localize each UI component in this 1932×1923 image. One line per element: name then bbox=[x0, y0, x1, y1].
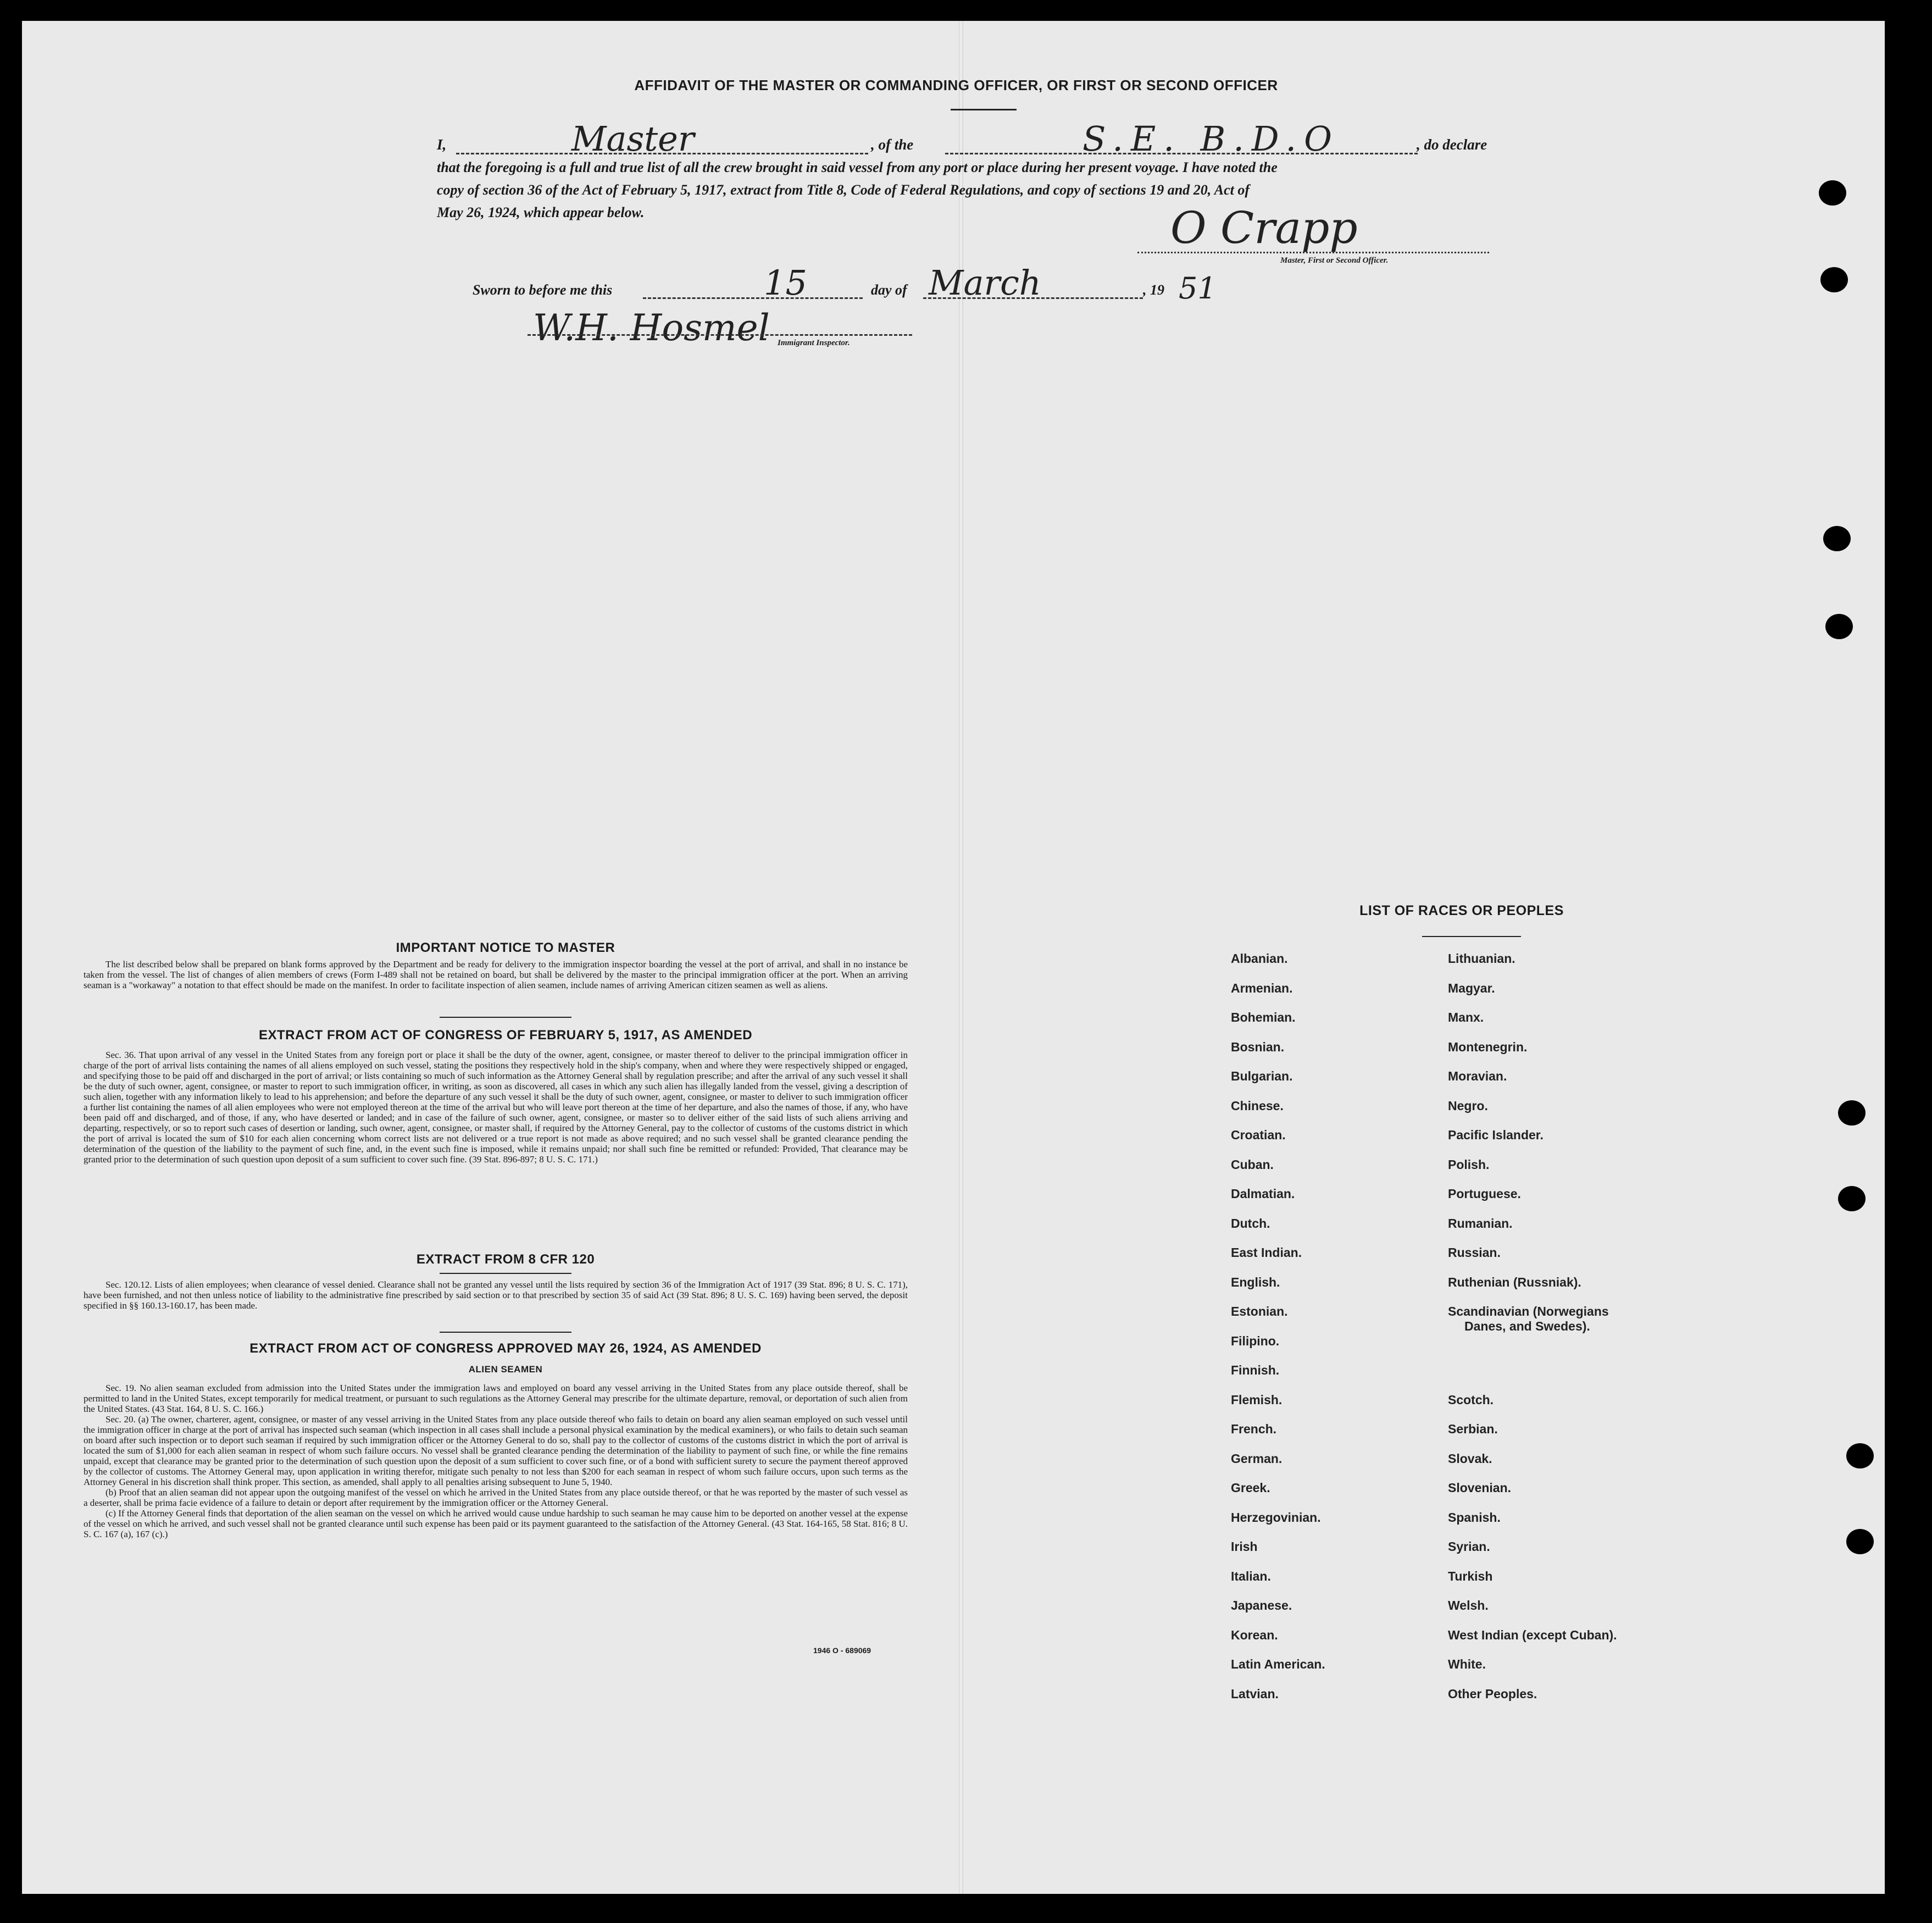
extract-1917-title: EXTRACT FROM ACT OF CONGRESS OF FEBRUARY 5, 1917, AS AMENDED bbox=[258, 1028, 753, 1043]
affidavit-body-line2: that the foregoing is a full and true list of all the crew brought in said vessel from any port or place during her present voyage. I have noted the bbox=[437, 159, 1278, 175]
race-item: West Indian (except Cuban). bbox=[1448, 1627, 1617, 1642]
race-item: Dutch. bbox=[1231, 1216, 1270, 1231]
race-item: Croatian. bbox=[1231, 1128, 1286, 1142]
extract-1924-sec20a: Sec. 20. (a) The owner, charterer, agent, consignee, or master of any vessel arriving in the United States from any place outside thereof who fails to detain on board any alien seaman employed on such vessel until the immigration officer in charge at the port of arrival has inspected such seaman (which inspection in all cases shall include a personal physical examination by the medical examiners), or who fails to detain such seaman on board after such inspection or to deport such seaman if required by such immigration officer or the Attorney General to do so, shall pay to the collector of customs of the customs district in which the port of arrival is located the sum of $1,000 for each alien seaman in respect of whom such failure occurs. No vessel shall be granted clearance pending the determination of the liability to payment of such fine, or while the fine remains unpaid, except that clearance may be granted prior to the determination of such question upon the deposit of a sum sufficient to cover such fine, or of a bond with sufficient surety to secure the payment thereof approved by the collector of customs. The Attorney General may, upon application in writing therefor, mitigate such penalty to not less than $200 for each seaman in respect of whom such failure occurs, upon such terms as the Attorney General in his discretion shall think proper. This section, as amended, shall apply to all penalties arising subsequent to June 5, 1940. bbox=[84, 1414, 908, 1487]
master-caption: Master, First or Second Officer. bbox=[1280, 256, 1389, 265]
extract-cfr-text: Sec. 120.12. Lists of alien employees; when clearance of vessel denied. Clearance shall not be granted any vessel until the lists required by section 36 of the Immigration Act of 1917 (39 Stat. 896; 8 U. S. C. 171), have been furnished, and not then unless notice of liability to the administrative fine prescribed by said section or to that prescribed by section 35 of said Act (39 Stat. 896; 8 U. S. C. 169) having been served, the deposit specified in §§ 160.13-160.17, has been made. bbox=[84, 1279, 908, 1311]
punch-hole bbox=[1823, 526, 1851, 551]
race-item: Turkish bbox=[1448, 1569, 1493, 1583]
race-item: Armenian. bbox=[1231, 980, 1293, 995]
inspector-signature-line bbox=[528, 334, 912, 336]
extract-1924-sec20c: (c) If the Attorney General finds that deportation of the alien seaman on the vessel on which he arrived would cause undue hardship to such seaman he may cause him to be deported on another vessel at the expense of the vessel on which he arrived, and such vessel shall not be granted clearance until such expense has been paid or its payment guaranteed to the satisfaction of the Attorney General. (43 Stat. 164-165, 58 Stat. 816; 8 U. S. C. 167 (a), 167 (c).) bbox=[84, 1508, 908, 1539]
affidavit-body-line4: May 26, 1924, which appear below. bbox=[437, 204, 645, 220]
year-handwriting: 51 bbox=[1179, 271, 1217, 306]
race-item: Latin American. bbox=[1231, 1657, 1325, 1671]
races-rule bbox=[1422, 936, 1521, 937]
race-item: Portuguese. bbox=[1448, 1187, 1521, 1201]
race-item: Scandinavian (Norwegians bbox=[1448, 1304, 1609, 1318]
race-item: Irish bbox=[1231, 1539, 1258, 1554]
race-item: Chinese. bbox=[1231, 1098, 1284, 1113]
sworn-label: Sworn to before me this bbox=[473, 282, 613, 298]
race-item: Lithuanian. bbox=[1448, 951, 1515, 966]
document-page bbox=[22, 21, 1885, 1894]
race-item: French. bbox=[1231, 1422, 1277, 1436]
race-item: Montenegrin. bbox=[1448, 1039, 1528, 1054]
affidavit-i-label: I, bbox=[437, 136, 447, 153]
race-item: German. bbox=[1231, 1451, 1283, 1466]
race-item: White. bbox=[1448, 1657, 1486, 1671]
race-item: East Indian. bbox=[1231, 1245, 1302, 1260]
race-item: Japanese. bbox=[1231, 1598, 1292, 1612]
race-item: Manx. bbox=[1448, 1010, 1484, 1024]
vessel-handwriting: S.E. B.D.O bbox=[1082, 119, 1340, 159]
race-item: Rumanian. bbox=[1448, 1216, 1513, 1231]
print-code: 1946 O - 689069 bbox=[813, 1646, 871, 1655]
punch-hole bbox=[1838, 1100, 1866, 1126]
race-item: Spanish. bbox=[1448, 1510, 1501, 1525]
punch-hole bbox=[1846, 1529, 1874, 1554]
race-item: Dalmatian. bbox=[1231, 1187, 1295, 1201]
race-item: Flemish. bbox=[1231, 1392, 1283, 1407]
notice-text: The list described below shall be prepared on blank forms approved by the Department and be ready for delivery to the immigration inspector boarding the vessel at the port of arrival, and shall in no instance be taken from the vessel. The list of changes of alien members of crews (Form I-489 shall not be retained on board, but shall be delivered by the master to the principal immigration officer at the port. When an arriving seaman is a "workaway" a notation to that effect should be made on the manifest. In order to facilitate inspection of alien seamen, include names of arriving American citizen seamen as well as aliens. bbox=[84, 959, 908, 990]
race-item: Negro. bbox=[1448, 1098, 1488, 1113]
do-declare-label: , do declare bbox=[1417, 136, 1487, 153]
race-item: Syrian. bbox=[1448, 1539, 1490, 1554]
race-item: Scotch. bbox=[1448, 1392, 1494, 1407]
race-item: Danes, and Swedes). bbox=[1464, 1318, 1590, 1333]
race-item: Slovak. bbox=[1448, 1451, 1492, 1466]
race-item: Korean. bbox=[1231, 1627, 1278, 1642]
race-item: Greek. bbox=[1231, 1481, 1270, 1495]
race-item: Latvian. bbox=[1231, 1686, 1279, 1701]
punch-hole bbox=[1838, 1186, 1866, 1211]
master-signature: O Crapp bbox=[1170, 202, 1358, 253]
race-item: Cuban. bbox=[1231, 1157, 1274, 1172]
sworn-day-line bbox=[643, 297, 863, 299]
title-rule bbox=[951, 109, 1017, 110]
race-item: Bulgarian. bbox=[1231, 1069, 1293, 1083]
race-item: Other Peoples. bbox=[1448, 1686, 1537, 1701]
day-of-label: day of bbox=[871, 282, 907, 298]
punch-hole bbox=[1820, 267, 1848, 292]
cfr-rule-top bbox=[440, 1273, 571, 1274]
sworn-month-handwriting: March bbox=[929, 263, 1041, 303]
race-item: English. bbox=[1231, 1274, 1280, 1289]
race-item: Magyar. bbox=[1448, 980, 1495, 995]
race-item: Welsh. bbox=[1448, 1598, 1489, 1612]
race-item: Albanian. bbox=[1231, 951, 1288, 966]
sworn-day-handwriting: 15 bbox=[764, 263, 807, 303]
inspector-caption: Immigrant Inspector. bbox=[778, 339, 850, 347]
extract-1924-title: EXTRACT FROM ACT OF CONGRESS APPROVED MAY 26, 1924, AS AMENDED bbox=[249, 1341, 762, 1356]
punch-hole bbox=[1825, 614, 1853, 639]
race-item: Russian. bbox=[1448, 1245, 1501, 1260]
race-item: Serbian. bbox=[1448, 1422, 1498, 1436]
cfr-rule-bottom bbox=[440, 1332, 571, 1333]
extract-1924-subtitle: ALIEN SEAMEN bbox=[468, 1364, 543, 1375]
extract-1924-sec19: Sec. 19. No alien seaman excluded from admission into the United States under the immigration laws and employed on board any vessel arriving in the United States from any place outside thereof, shall be permitted to land in the United States, except temporarily for medical treatment, or pursuant to such regulations as the Attorney General may prescribe for the ultimate departure, removal, or deportation of such alien from the United States. (43 Stat. 164, 8 U. S. C. 166.) bbox=[84, 1383, 908, 1414]
race-item: Estonian. bbox=[1231, 1304, 1288, 1318]
affidavit-title: AFFIDAVIT OF THE MASTER OR COMMANDING OFFICER, OR FIRST OR SECOND OFFICER bbox=[634, 77, 1278, 93]
extract-1924-sec20b: (b) Proof that an alien seaman did not appear upon the outgoing manifest of the vessel on which he arrived in the United States from any place outside thereof, or that he was reported by the master of such vessel as a deserter, shall be prima facie evidence of a failure to detain or deport after requirement by the immigration officer or the Attorney General. bbox=[84, 1487, 908, 1508]
race-item: Moravian. bbox=[1448, 1069, 1507, 1083]
race-item: Bosnian. bbox=[1231, 1039, 1285, 1054]
race-item: Pacific Islander. bbox=[1448, 1128, 1544, 1142]
year-prefix: , 19 bbox=[1143, 282, 1164, 298]
extract-1924-body bbox=[84, 1383, 908, 1539]
race-item: Ruthenian (Russniak). bbox=[1448, 1274, 1581, 1289]
notice-title: IMPORTANT NOTICE TO MASTER bbox=[396, 940, 615, 955]
race-item: Filipino. bbox=[1231, 1333, 1280, 1348]
master-signature-line bbox=[1137, 252, 1489, 253]
inspector-signature: W.H. Hosmel bbox=[533, 307, 770, 349]
race-item: Bohemian. bbox=[1231, 1010, 1296, 1024]
declarant-handwriting: Master bbox=[571, 119, 695, 159]
affidavit-body-line3: copy of section 36 of the Act of February 5, 1917, extract from Title 8, Code of Federal Regulations, and copy of sections 19 and 20, Act of bbox=[437, 182, 1250, 198]
race-item: Slovenian. bbox=[1448, 1481, 1512, 1495]
races-title: LIST OF RACES OR PEOPLES bbox=[1359, 903, 1564, 918]
extract-cfr-title: EXTRACT FROM 8 CFR 120 bbox=[416, 1252, 595, 1267]
of-the-label: , of the bbox=[871, 136, 914, 153]
punch-hole bbox=[1819, 180, 1846, 206]
punch-hole bbox=[1846, 1443, 1874, 1468]
race-item: Finnish. bbox=[1231, 1363, 1280, 1377]
notice-rule bbox=[440, 1017, 571, 1018]
race-item: Herzegovinian. bbox=[1231, 1510, 1321, 1525]
extract-1917-text: Sec. 36. That upon arrival of any vessel in the United States from any foreign port or place it shall be the duty of the owner, agent, consignee, or master thereof to deliver to the principal immigration officer in charge of the port of arrival lists containing the names of all aliens employed on such vessel, stating the positions they respectively hold in the ship's company, when and where they were respectively shipped or engaged, and specifying those to be paid off and discharged in the port of arrival; or lists containing so much of such information as the Attorney General shall by regulation prescribe; and after the arrival of any such vessel it shall be the duty of such owner, agent, consignee, or master to report to such immigration officer, in writing, as soon as discovered, all cases in which any such alien has illegally landed from the vessel, giving a description of such alien, together with any information likely to lead to his apprehension; and before the departure of any such vessel it shall be the duty of such owner, agent, consignee, or master to deliver to such immigration officer a further list containing the names of all alien employees who were not employed thereon at the time of the arrival but who will leave port thereon at the time of her departure, and also the names of those, if any, who have been paid off and discharged, and of those, if any, who have deserted or landed; and in case of the failure of such owner, agent, consignee, or master so to deliver either of the said lists of such aliens arriving and departing, respectively, or so to report such cases of desertion or landing, such owner, agent, consignee, or master shall, if required by the Attorney General, pay to the collector of customs of the customs district in which the port of arrival is located the sum of $10 for each alien concerning whom correct lists are not delivered or a true report is not made as above required; and no such vessel shall be granted clearance pending the determination of the question of the liability to the payment of such fine, and, in the event such fine is imposed, while it remains unpaid; nor shall such fine be remitted or refunded: Provided, That clearance may be granted prior to the determination of such question upon deposit of a sum sufficient to cover such fine. (39 Stat. 896-897; 8 U. S. C. 171.) bbox=[84, 1050, 908, 1165]
race-item: Italian. bbox=[1231, 1569, 1271, 1583]
race-item: Polish. bbox=[1448, 1157, 1490, 1172]
